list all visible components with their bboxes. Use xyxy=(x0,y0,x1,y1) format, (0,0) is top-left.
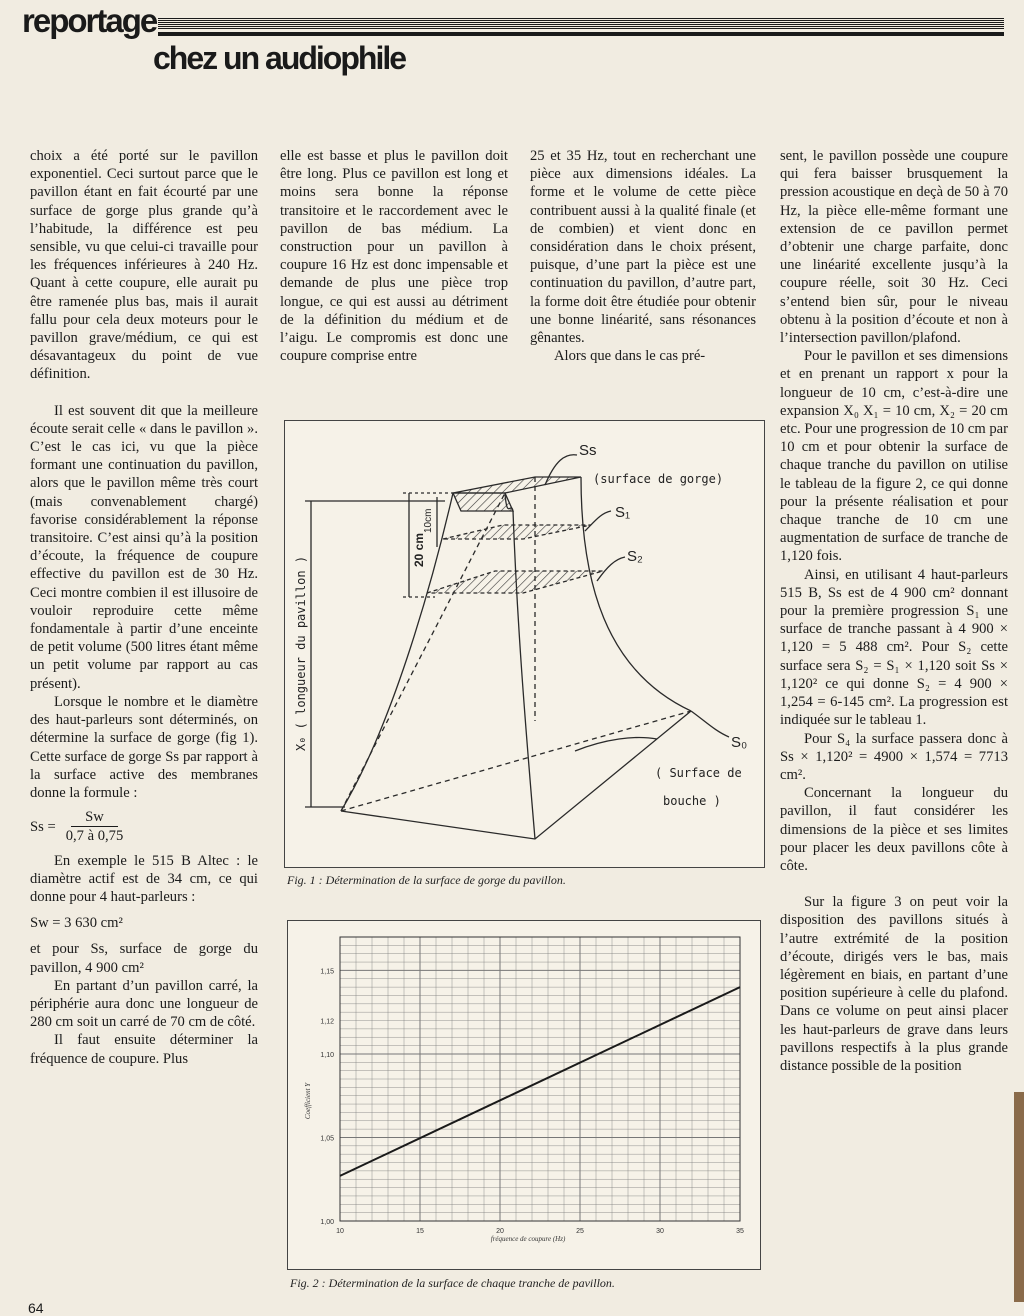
slice-s2 xyxy=(427,571,603,593)
paragraph: Pour S₄ la surface passera donc à Ss × 1,120² = 4900 × 1,574 = 7713 cm². xyxy=(780,730,1008,783)
label-20cm: 20 cm xyxy=(412,532,426,567)
paragraph: sent, le pavillon possède une coupure qui fera baisser brusquement la pression acoustique en deçà de 50 à 70 Hz, la pièce elle-même formant une extension de ce pavillon permet d’obtenir une charge parfaite, donc une linéarité excellente jusqu’à la coupure réelle, soit 30 Hz. Ceci s’entend bien sûr, pour le niveau obtenu à la position d’écoute et non à l’intersection pavillon/plafond. xyxy=(780,148,1008,347)
x-axis-label: fréquence de coupure (Hz) xyxy=(490,1235,566,1243)
formula-sw: Sw = 3 630 cm² xyxy=(30,915,123,932)
column-4 xyxy=(780,147,1008,1075)
figure-1-caption: Fig. 1 : Détermination de la surface de gorge du pavillon. xyxy=(287,873,566,887)
label-s1: S₁ xyxy=(615,504,631,521)
x-tick-label: 10 xyxy=(336,1228,344,1235)
label-gorge: (surface de gorge) xyxy=(593,472,724,486)
page-number: 64 xyxy=(28,1300,44,1316)
formula-denominator: 0,7 à 0,75 xyxy=(65,828,124,845)
paragraph: Concernant la longueur du pavillon, il faut considérer les dimensions de la pièce et ses limites pour placer les deux pavillons côte à côte. xyxy=(780,785,1008,874)
coefficient-chart xyxy=(288,921,760,1269)
column-1 xyxy=(30,147,258,1068)
x-tick-label: 35 xyxy=(736,1228,744,1235)
paragraph: choix a été porté sur le pavillon exponentiel. Ceci surtout parce que le pavillon étant en fait écourté par une surface de gorge plus grande qu’à l’habitude, la différence est peu sensible, vu que celui-ci travaille pour les fréquences inférieures à 240 Hz. Quant à cette coupure, elle aurait pu être ramenée plus bas, mais il aurait fallu pour cela deux moteurs pour le pavillon grave/médium, ce qui est désavantageux du point de vue définition. xyxy=(30,148,258,383)
horn-right-wall xyxy=(581,477,691,711)
paragraph: Alors que dans le cas pré- xyxy=(554,348,706,365)
horn-diagram xyxy=(285,421,764,867)
label-10cm: 10cm xyxy=(423,508,434,533)
article-title: chez un audiophile xyxy=(153,40,406,76)
figure-2-caption: Fig. 2 : Détermination de la surface de chaque tranche de pavillon. xyxy=(290,1276,615,1290)
label-s0: S₀ xyxy=(731,734,748,751)
x-tick-label: 15 xyxy=(416,1228,424,1235)
paragraph: Il est souvent dit que la meilleure écoute serait celle « dans le pavillon ». C’est le cas ici, vu que la pièce formant une continuation du pavillon, alors que le pavillon même très court (mais convenablement chargé) favorise considérablement la réponse transitoire. C’est ainsi qu’à la position d’écoute, la fréquence de coupure effective du pavillon est de 30 Hz. Ceci montre combien il est illusoire de vouloir reproduire cette même fondamentale à partir d’une enceinte de petit volume (500 litres étant même un petit volume par rapport au cas présent). xyxy=(30,402,258,692)
y-tick-label: 1,12 xyxy=(320,1018,334,1026)
figure-1 xyxy=(284,420,765,868)
y-axis-label: Coefficient Y xyxy=(304,1082,312,1120)
paragraph: et pour Ss, surface de gorge du pavillon, 4 900 cm² xyxy=(30,941,258,976)
y-tick-label: 1,15 xyxy=(320,968,334,976)
paragraph: Pour le pavillon et ses dimensions et en prenant un rapport x pour la longueur de 10 cm, c’est-à-dire une expansion X₀ X₁ = 10 cm, X₂ = 20 cm etc. Pour une progression de 10 cm par 10 cm et pour obtenir la surface de chaque tranche du pavillon on utilise le tableau de la figure 2, ce qui donne pour la présente réalisation et pour chaque tranche de 10 cm une augmentation de surface de tranche de 1,120 fois. xyxy=(780,348,1008,565)
horn-mouth xyxy=(341,711,691,839)
label-bouche-1: ( Surface de xyxy=(655,766,742,780)
x-tick-label: 30 xyxy=(656,1228,664,1235)
slice-s1 xyxy=(443,525,591,539)
paragraph: En exemple le 515 B Altec : le diamètre actif est de 34 cm, ce qui donne pour 4 haut-parleurs : xyxy=(30,852,258,905)
section-rubric: reportage xyxy=(22,2,157,39)
paragraph: Ainsi, en utilisant 4 haut-parleurs 515 B, Ss est de 4 900 cm² donnant pour la première progression S₁ une surface de tranche passant à 4 900 × 1,120 = 5 488 cm². Pour S₂ cette surface sera S₂ = S₁ × 1,120 soit Ss × 1,120² ce qui donne S₂ = 4 900 × 1,254 = 6-145 cm². La progression est indiquée sur le tableau 1. xyxy=(780,566,1008,729)
page-edge-tab xyxy=(1014,1092,1024,1302)
column-2 xyxy=(280,147,508,365)
label-bouche-2: bouche ) xyxy=(663,794,721,808)
x-tick-label: 25 xyxy=(576,1228,584,1235)
paragraph: 25 et 35 Hz, tout en recherchant une pièce aux dimensions idéales. La forme et le volume de cette pièce contribuent aussi à la qualité finale (et de combien) et vient donc en considération dans le choix présent, puisque, d’une part la pièce est une continuation du pavillon, d’autre part, la forme doit être étudiée pour obtenir une bonne linéarité, sans résonances gênantes. xyxy=(530,148,756,347)
header-rule-bottom xyxy=(158,32,1004,36)
paragraph: Lorsque le nombre et le diamètre des haut-parleurs sont déterminés, on détermine la surface de gorge (fig 1). Cette surface de gorge Ss par rapport à la surface active des membranes donne la formule : xyxy=(30,693,258,801)
paragraph: En partant d’un pavillon carré, la périphérie aura donc une longueur de 280 cm soit un carré de 70 cm de côté. xyxy=(30,977,258,1031)
label-s2: S₂ xyxy=(627,548,643,565)
y-tick-label: 1,00 xyxy=(320,1219,334,1226)
series-line xyxy=(340,987,740,1176)
formula-lhs: Ss = xyxy=(30,818,56,835)
horn-left-wall xyxy=(341,493,453,811)
column-3 xyxy=(530,147,756,365)
header-rule xyxy=(158,18,1004,29)
y-tick-label: 1,05 xyxy=(320,1135,334,1143)
formula xyxy=(30,808,258,845)
label-x0: X₀ ( longueur du pavillon ) xyxy=(294,555,308,751)
label-ss: Ss xyxy=(579,442,597,459)
figure-2 xyxy=(287,920,761,1270)
y-tick-label: 1,10 xyxy=(320,1051,334,1059)
x-tick-label: 20 xyxy=(496,1228,504,1235)
paragraph: Sur la figure 3 on peut voir la disposition des pavillons situés à l’autre extrémité de la position d’écoute, dirigés vers le bas, mais légèrement en biais, en partant d’une position supérieure à celle du plafond. Dans ce volume on peut ainsi placer les haut-parleurs de grave dans leurs pavillons respectifs à la plus grande distance possible de la position xyxy=(780,894,1008,1074)
paragraph: Il faut ensuite déterminer la fréquence de coupure. Plus xyxy=(30,1032,258,1067)
throat-surface xyxy=(453,477,581,493)
paragraph: elle est basse et plus le pavillon doit être long. Plus ce pavillon est long et moins sera bonne la réponse transitoire et le raccordement avec le pavillon de bas médium. La construction pour un pavillon à coupure 16 Hz est donc impensable et demande de plus une pièce trop longue, ce qui est aussi au détriment de la définition du médium et de l’aigu. Le compromis est donc une coupure comprise entre xyxy=(280,148,508,365)
formula-numerator: Sw xyxy=(71,808,118,827)
formula-fraction xyxy=(66,808,124,845)
